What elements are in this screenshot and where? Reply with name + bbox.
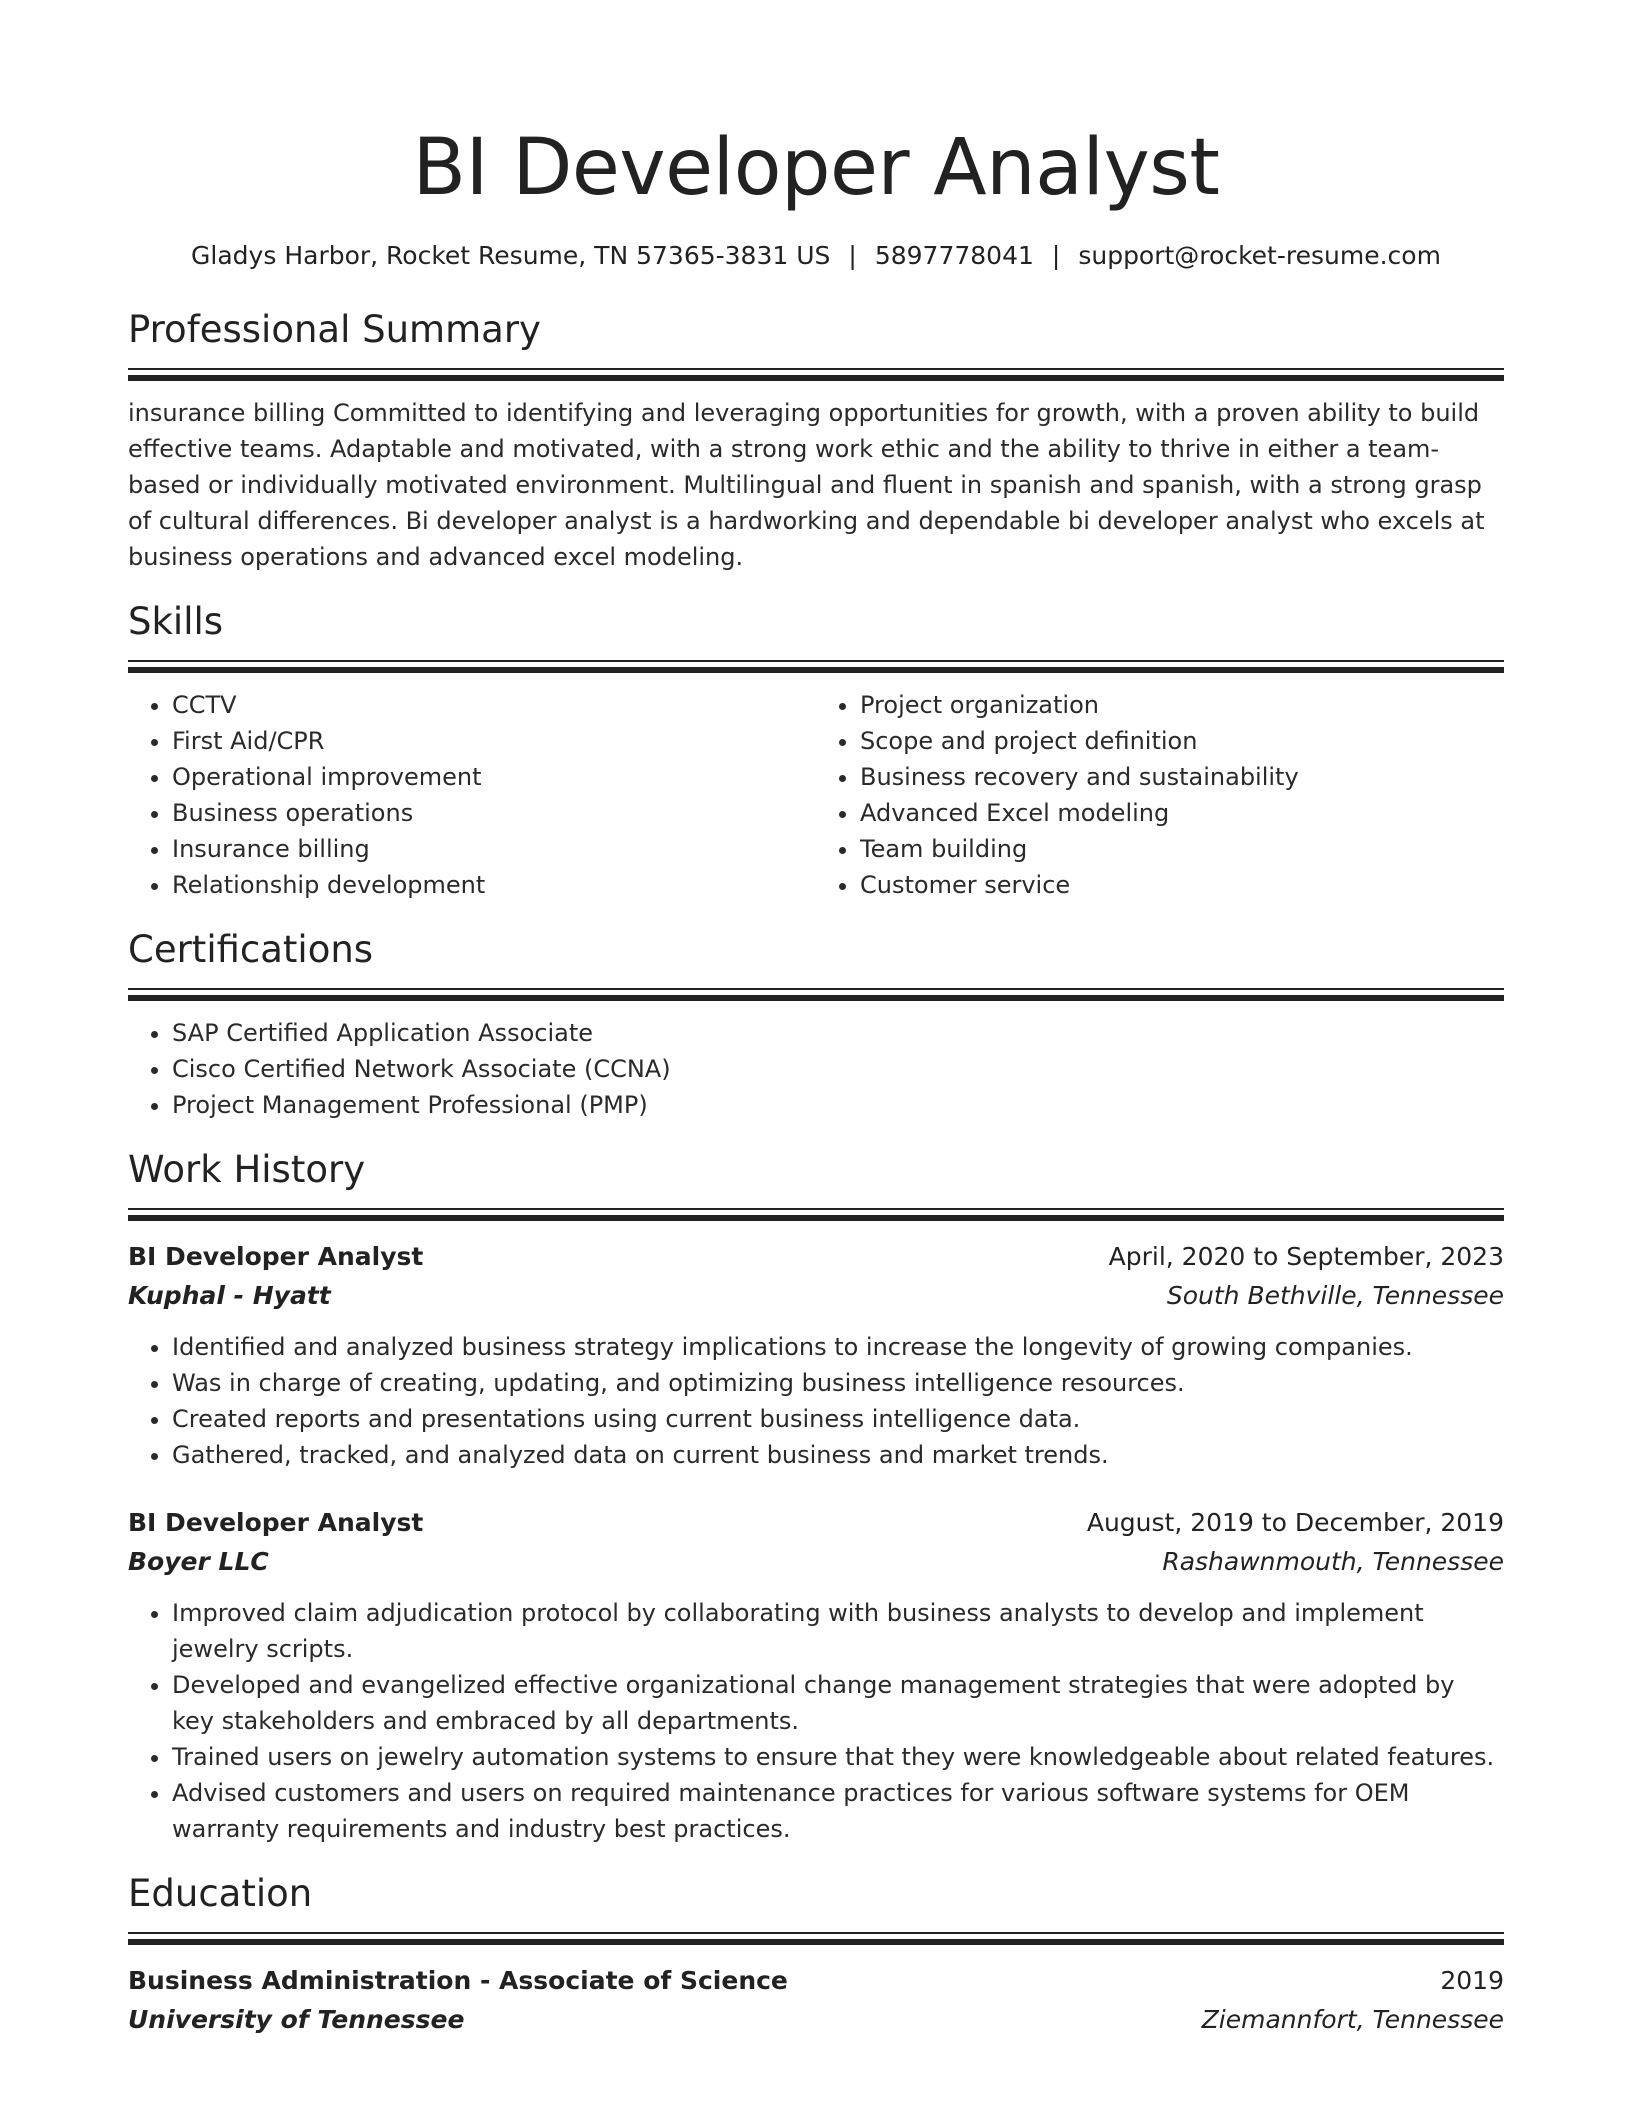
job-company: Boyer LLC (128, 1547, 269, 1576)
certifications-list (128, 1015, 1504, 1123)
contact-line (128, 238, 1504, 274)
education-subheader (128, 2000, 1504, 2039)
job-title: BI Developer Analyst (128, 1508, 424, 1537)
job-header (128, 1237, 1504, 1276)
summary-text: insurance billing Committed to identifying and leveraging opportunities for growth, with a proven ability to build effective teams. Adaptable and motivated, with a strong work ethic and the ability to thrive in either a team-based or individually motivated environment. Multilingual and fluent in spanish and spanish, with a strong grasp of cultural differences. Bi developer analyst is a hardworking and dependable bi developer analyst who excels at business operations and advanced excel modeling. (128, 399, 1485, 571)
skill-item: • Team building (860, 831, 1504, 867)
job-entry (128, 1237, 1504, 1473)
contact-phone: 5897778041 (874, 241, 1034, 270)
job-bullet: • Trained users on jewelry automation systems to ensure that they were knowledgeable about related features. (172, 1739, 1504, 1775)
skills-title: Skills (128, 600, 224, 643)
contact-address: Gladys Harbor, Rocket Resume, TN 57365-3831 US (191, 241, 831, 270)
section-divider (128, 368, 1504, 381)
skill-item: • Advanced Excel modeling (860, 795, 1504, 831)
certification-item: • Project Management Professional (PMP) (172, 1087, 1504, 1123)
resume-page (128, 118, 1504, 2039)
education-school: University of Tennessee (128, 2005, 465, 2034)
contact-separator: | (848, 241, 857, 270)
section-divider (128, 660, 1504, 673)
skill-item: • Business operations (172, 795, 816, 831)
skill-item: • Operational improvement (172, 759, 816, 795)
job-bullet: • Improved claim adjudication protocol by collaborating with business analysts to develop and implement jewelry scripts. (172, 1595, 1504, 1667)
work-title: Work History (128, 1148, 366, 1191)
section-divider (128, 1208, 1504, 1221)
skills-list-right (816, 687, 1504, 903)
skills-section (128, 597, 1504, 903)
certification-item: • SAP Certified Application Associate (172, 1015, 1504, 1051)
education-year: 2019 (1440, 1966, 1504, 1995)
job-bullet: • Created reports and presentations using current business intelligence data. (172, 1401, 1504, 1437)
job-title: BI Developer Analyst (128, 1242, 424, 1271)
skill-item: • Customer service (860, 867, 1504, 903)
education-entry (128, 1961, 1504, 2039)
skills-columns (128, 687, 1504, 903)
certification-item: • Cisco Certified Network Associate (CCNA) (172, 1051, 1504, 1087)
job-header (128, 1503, 1504, 1542)
skill-item: • Relationship development (172, 867, 816, 903)
certifications-title: Certifications (128, 928, 374, 971)
job-subheader (128, 1276, 1504, 1315)
contact-email: support@rocket-resume.com (1078, 241, 1441, 270)
job-bullets (128, 1329, 1504, 1473)
job-bullet: • Identified and analyzed business strategy implications to increase the longevity of growing companies. (172, 1329, 1504, 1365)
job-dates: April, 2020 to September, 2023 (1108, 1242, 1504, 1271)
section-divider (128, 988, 1504, 1001)
summary-section (128, 305, 1504, 575)
job-location: South Bethville, Tennessee (1166, 1281, 1504, 1310)
skills-list-left (128, 687, 816, 903)
skill-item: • CCTV (172, 687, 816, 723)
section-divider (128, 1932, 1504, 1945)
skill-item: • Business recovery and sustainability (860, 759, 1504, 795)
resume-name: BI Developer Analyst (412, 123, 1220, 213)
education-location: Ziemannfort, Tennessee (1201, 2005, 1504, 2034)
job-bullets (128, 1595, 1504, 1847)
job-bullet: • Advised customers and users on required maintenance practices for various software systems for OEM warranty requirements and industry best practices. (172, 1775, 1504, 1847)
job-subheader (128, 1542, 1504, 1581)
job-location: Rashawnmouth, Tennessee (1162, 1547, 1504, 1576)
education-degree: Business Administration - Associate of Science (128, 1966, 788, 1995)
contact-separator: | (1051, 241, 1061, 270)
education-header (128, 1961, 1504, 2000)
skill-item: • Scope and project definition (860, 723, 1504, 759)
job-dates: August, 2019 to December, 2019 (1086, 1508, 1504, 1537)
job-bullet: • Was in charge of creating, updating, and optimizing business intelligence resources. (172, 1365, 1504, 1401)
work-section (128, 1145, 1504, 1847)
job-company: Kuphal - Hyatt (128, 1281, 331, 1310)
job-entry (128, 1503, 1504, 1847)
summary-title: Professional Summary (128, 308, 541, 351)
skill-item: • First Aid/CPR (172, 723, 816, 759)
job-bullet: • Gathered, tracked, and analyzed data on current business and market trends. (172, 1437, 1504, 1473)
certifications-section (128, 925, 1504, 1123)
skill-item: • Insurance billing (172, 831, 816, 867)
job-bullet: • Developed and evangelized effective organizational change management strategies that were adopted by key stakeholders and embraced by all departments. (172, 1667, 1504, 1739)
education-section (128, 1869, 1504, 2039)
skill-item: • Project organization (860, 687, 1504, 723)
education-title: Education (128, 1872, 313, 1915)
